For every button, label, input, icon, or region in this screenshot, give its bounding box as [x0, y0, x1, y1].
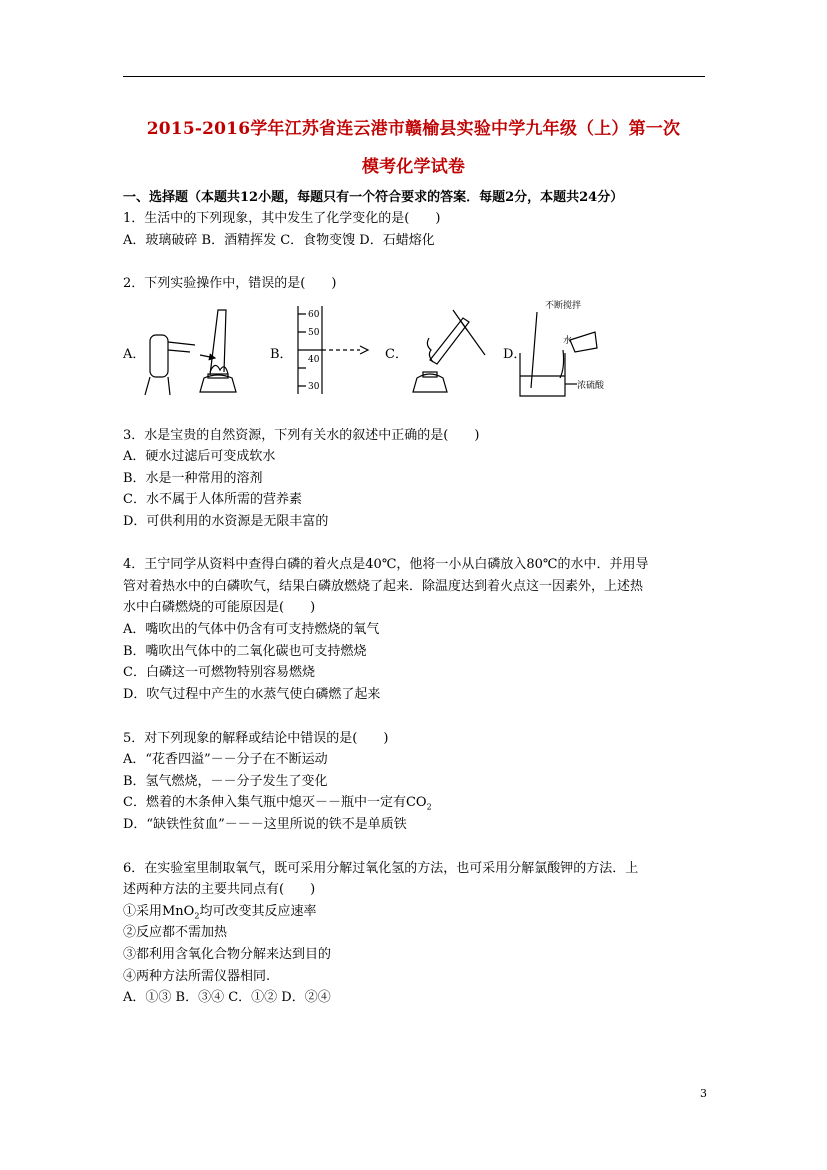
q5-option-a: A．“花香四溢”－－分子在不断运动	[123, 752, 328, 767]
tick-30: 30	[308, 382, 320, 392]
q4-option-d: D．吹气过程中产生的水蒸气使白磷燃了起来	[123, 687, 381, 702]
label-stir: 不断搅拌	[545, 301, 582, 311]
q3-option-a: A．硬水过滤后可变成软水	[123, 449, 276, 464]
label-water: 水	[563, 336, 573, 346]
section-heading: 一、选择题（本题共12小题，每题只有一个符合要求的答案．每题2分，本题共24分）	[123, 190, 624, 205]
figure-c-clamped-tube	[405, 300, 495, 395]
q5-stem: 5．对下列现象的解释或结论中错误的是( )	[123, 731, 389, 746]
q6-item-1: ①采用MnO$_2$均可改变其反应速率	[123, 904, 317, 921]
q1-stem: 1．生活中的下列现象，其中发生了化学变化的是( )	[123, 211, 441, 226]
q6-options: A．①③ B．③④ C．①② D．②④	[123, 990, 331, 1005]
q3-stem: 3．水是宝贵的自然资源，下列有关水的叙述中正确的是( )	[123, 428, 480, 443]
page-title-line1: 2015-2016学年江苏省连云港市赣榆县实验中学九年级（上）第一次	[146, 119, 681, 139]
q3-option-c: C．水不属于人体所需的营养素	[123, 492, 302, 507]
q5-option-b: B．氢气燃烧，－－分子发生了变化	[123, 774, 328, 789]
q4-option-a: A．嘴吹出的气体中仍含有可支持燃烧的氧气	[123, 622, 380, 637]
page-title-line2: 模考化学试卷	[361, 157, 466, 177]
q5-option-d: D．“缺铁性贫血”－－－这里所说的铁不是单质铁	[123, 817, 407, 832]
q2-label-d: D．	[503, 347, 527, 362]
tick-40: 40	[308, 355, 320, 365]
q6-stem-2: 述两种方法的主要共同点有( )	[123, 882, 316, 897]
tick-50: 50	[308, 328, 320, 338]
q3-option-b: B．水是一种常用的溶剂	[123, 471, 263, 486]
figure-b-graduated-cylinder	[290, 306, 380, 396]
q4-option-c: C．白磷这一可燃物特别容易燃烧	[123, 665, 315, 680]
q6-item-2: ②反应都不需加热	[123, 925, 228, 940]
label-acid: 浓硫酸	[577, 381, 605, 391]
figure-d-acid-dilution	[515, 298, 625, 398]
q4-option-b: B．嘴吹出气体中的二氧化碳也可支持燃烧	[123, 644, 367, 659]
q6-stem-1: 6．在实验室里制取氧气，既可采用分解过氧化氢的方法，也可采用分解氯酸钾的方法．上	[123, 861, 639, 876]
figure-a-heating-test-tube	[140, 300, 250, 395]
q2-label-b: B．	[270, 347, 293, 362]
q4-stem-1: 4．王宁同学从资料中查得白磷的着火点是40℃，他将一小从白磷放入80℃的水中．并用导	[123, 557, 649, 572]
page-number: 3	[700, 1087, 707, 1100]
q5-option-c: C．燃着的木条伸入集气瓶中熄灭－－瓶中一定有$CO_2$	[123, 795, 432, 812]
q1-options: A．玻璃破碎 B．酒精挥发 C．食物变馊 D．石蜡熔化	[123, 233, 435, 248]
q3-option-d: D．可供利用的水资源是无限丰富的	[123, 514, 329, 529]
q2-stem: 2．下列实验操作中，错误的是( )	[123, 276, 337, 291]
header-rule	[123, 76, 705, 77]
q2-label-c: C．	[385, 347, 408, 362]
tick-60: 60	[308, 310, 320, 320]
q2-label-a: A．	[123, 347, 146, 362]
q6-item-3: ③都利用含氧化合物分解来达到目的	[123, 947, 332, 962]
q6-item-4: ④两种方法所需仪器相同.	[123, 969, 271, 984]
q4-stem-3: 水中白磷燃烧的可能原因是( )	[123, 600, 316, 615]
q4-stem-2: 管对着热水中的白磷吹气，结果白磷放燃烧了起来．除温度达到着火点这一因素外，上述热	[123, 579, 644, 594]
